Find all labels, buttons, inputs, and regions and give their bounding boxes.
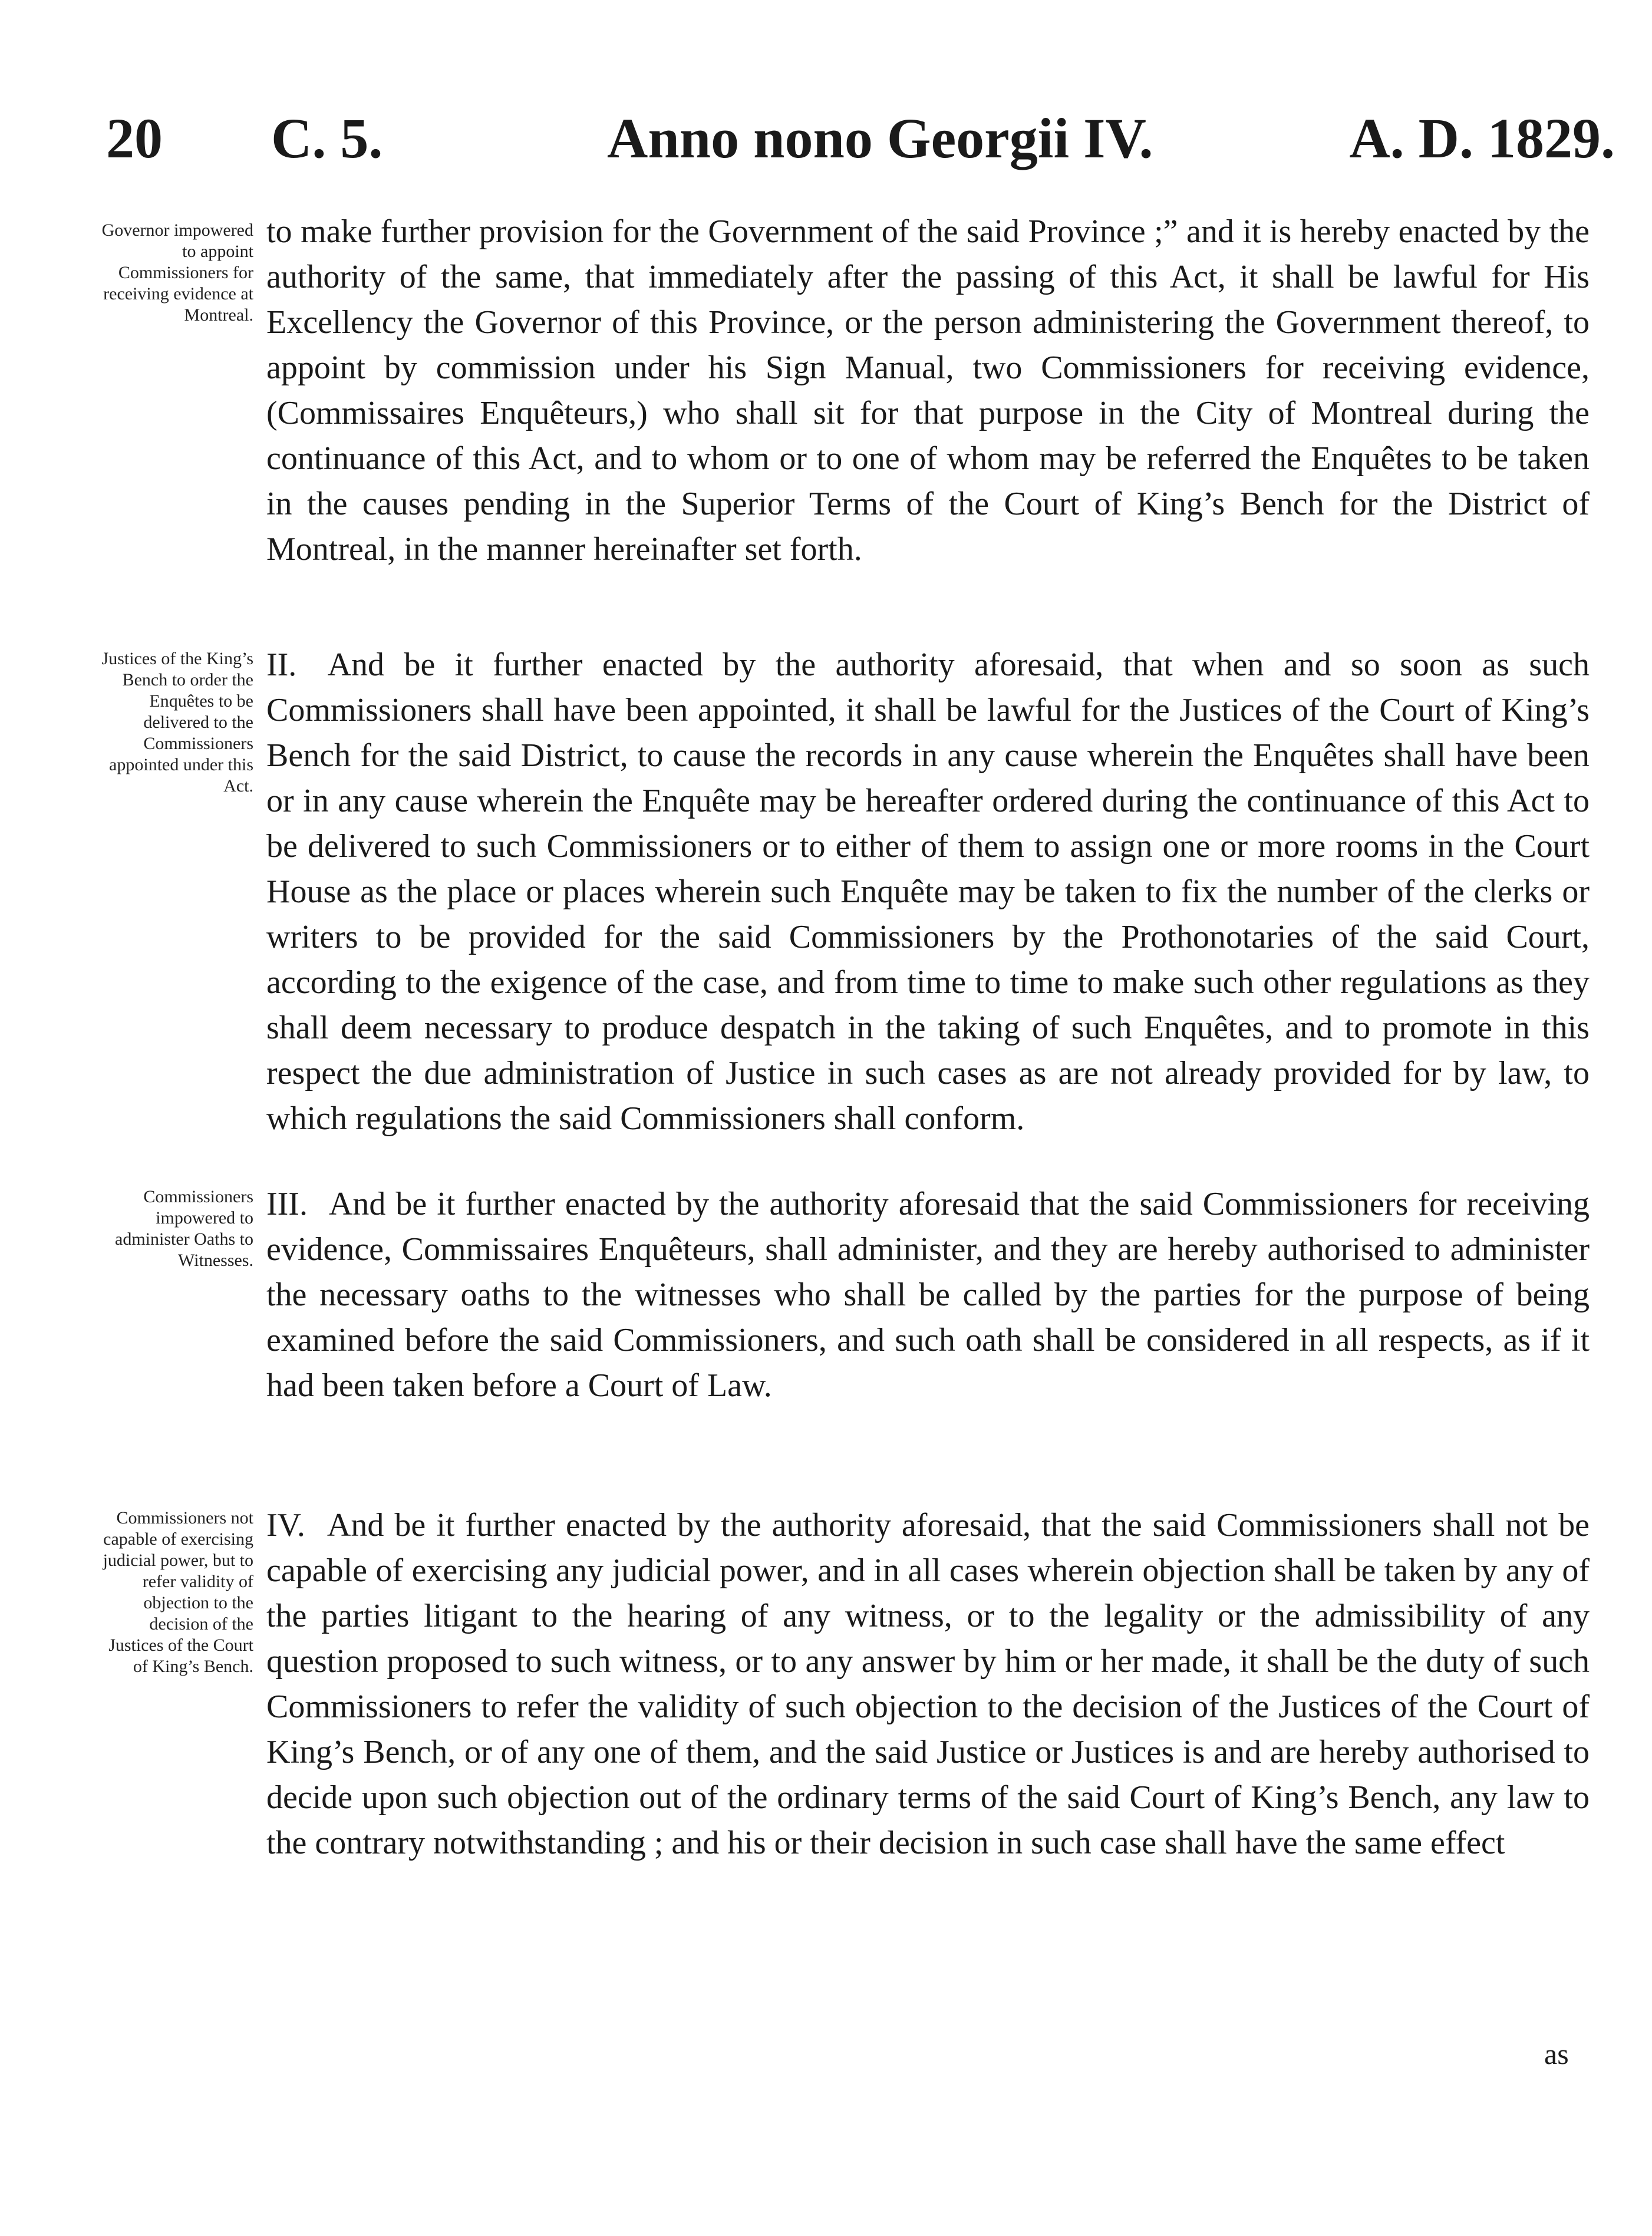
margin-note: Justices of the King’s Bench to order the Enquêtes to be delivered to the Commissioners appointed under this Act.: [101, 649, 253, 796]
section-text: [266, 1503, 1590, 1866]
section-number: III.: [266, 1186, 308, 1222]
section-number: IV.: [266, 1507, 305, 1544]
section-number: II.: [266, 647, 297, 683]
running-header: [106, 103, 1615, 174]
margin-note: Commissioners impowered to administer Oaths to Witnesses.: [115, 1187, 253, 1270]
section-body: to make further provision for the Government of the said Province ;” and it is hereby enacted by the authority of the same, that immediately after the passing of this Act, it shall be lawful for His Excellency the Governor of this Province, or the person administering the Government thereof, to appoint by commission under his Sign Manual, two Commissioners for receiving evidence, (Commissaires Enquêteurs,) who shall sit for that purpose in the City of Montreal during the continuance of this Act, and to whom or to one of whom may be referred the Enquêtes to be taken in the causes pending in the Superior Terms of the Court of King’s Bench for the District of Montreal, in the manner hereinafter set forth.: [266, 213, 1590, 568]
margin-note: Commissioners not capable of exercising judicial power, but to refer validity of objection to the decision of the Justices of the Court of King’s Bench.: [103, 1508, 253, 1676]
section-body: And be it further enacted by the authority aforesaid, that the said Commissioners shall not be capable of exercising any judicial power, and in all cases wherein objection shall be taken by any of the parties litigant to the hearing of any witness, or to the legality or the admissibility of any question proposed to such witness, or to any answer by him or her made, it shall be the duty of such Commissioners to refer the validity of such objection to the decision of the Justices of the Court of King’s Bench, or of any one of them, and the said Justice or Justices is and are hereby authorised to decide upon such objection out of the ordinary terms of the said Court of King’s Bench, any law to the contrary notwithstanding ; and his or their decision in such case shall have the same effect: [266, 1507, 1590, 1861]
section-body: And be it further enacted by the authority aforesaid, that when and so soon as such Commissioners shall have been appointed, it shall be lawful for the Justices of the Court of King’s Bench for the said District, to cause the records in any cause wherein the Enquêtes shall have been or in any cause wherein the Enquête may be hereafter ordered during the continuance of this Act to be delivered to such Commissioners or to either of them to assign one or more rooms in the Court House as the place or places wherein such Enquête may be taken to fix the number of the clerks or writers to be provided for the said Commissioners by the Prothonotaries of the said Court, according to the exigence of the case, and from time to time to make such other regulations as they shall deem necessary to produce despatch in the taking of such Enquêtes, and to promote in this respect the due administration of Justice in such cases as are not already provided for by law, to which regulations the said Commissioners shall conform.: [266, 647, 1590, 1137]
section-text: [266, 642, 1590, 1142]
section-text: [266, 209, 1590, 572]
section-body: And be it further enacted by the authority aforesaid that the said Commissioners for receiving evidence, Commissaires Enquêteurs, shall administer, and they are hereby authorised to administer the necessary oaths to the witnesses who shall be called by the parties for the purpose of being examined before the said Commissioners, and such oath shall be considered in all respects, as if it had been taken before a Court of Law.: [266, 1186, 1590, 1404]
statute-title: Anno nono Georgii IV.: [607, 107, 1153, 170]
page-number: 20: [106, 107, 163, 170]
catchword: as: [1544, 2037, 1569, 2070]
statute-year: A. D. 1829.: [1349, 107, 1615, 170]
chapter-number: C. 5.: [271, 107, 383, 170]
section-text: [266, 1182, 1590, 1409]
margin-note: Governor impowered to appoint Commissioners for receiving evidence at Montreal.: [101, 220, 253, 325]
